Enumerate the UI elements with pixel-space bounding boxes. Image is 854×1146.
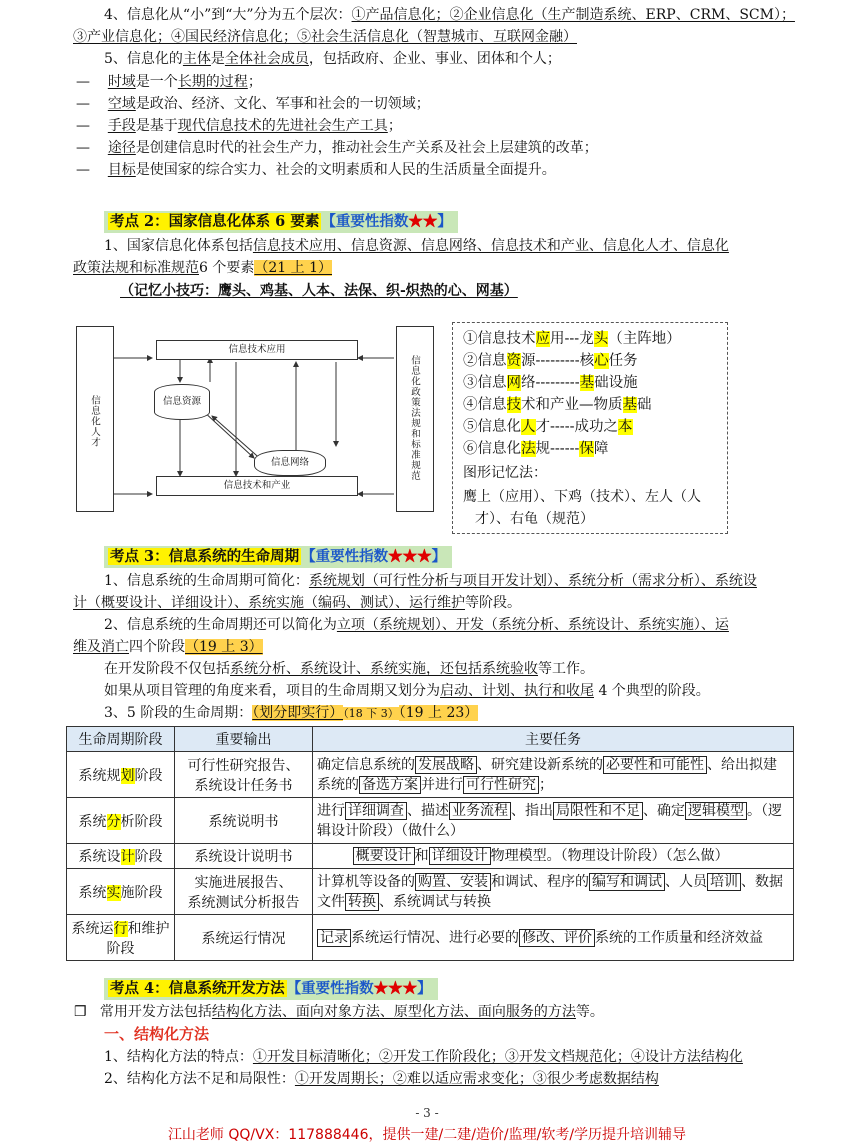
k3-p2-cont: 维及消亡四个阶段（19 上 3）: [73, 639, 263, 655]
memo-row-2: ②信息资源---------核心任务: [463, 353, 638, 369]
layer-line-cont: ③产业信息化；④国民经济信息化；⑤社会生活信息化（智慧城市、互联网金融）: [73, 29, 577, 45]
col-output: 重要输出: [175, 727, 313, 752]
section-heading-k3: 考点 3：信息系统的生命周期 【重要性指数★★★】: [104, 546, 452, 568]
table-row: [67, 869, 794, 915]
output-cell: 系统运行情况: [175, 915, 313, 961]
memo-row-1: ①信息技术应用---龙头（主阵地）: [463, 331, 681, 347]
goal-line: — 目标是使国家的综合实力、社会的文明素质和人民的生活质量全面提升。: [76, 162, 556, 178]
k4-p3: 2、结构化方法不足和局限性：①开发周期长；②难以适应需求变化；③很少考虑数据结构: [104, 1071, 659, 1087]
table-row: [67, 844, 794, 869]
means-line: — 手段是基于现代信息技术的先进社会生产工具；: [76, 118, 402, 134]
talent-box: 信息化人才: [76, 326, 114, 512]
table-row: [67, 798, 794, 844]
task-cell: 进行 详细调查 、描述 业务流程 、指出 局限性和不足 、确定 逻辑模型 。（逻辑设计阶段）（做什么）: [313, 798, 794, 844]
memo-row-6: ⑥信息化法规------保障: [463, 441, 609, 457]
table-row: [67, 915, 794, 961]
approach-line: — 途径是创建信息时代的社会生产力，推动社会生产关系及社会上层建筑的改革；: [76, 140, 598, 156]
k3-p1-cont: 计（概要设计、详细设计）、系统实施（编码、测试）、运行维护等阶段。: [73, 595, 521, 611]
output-cell: 系统设计说明书: [175, 844, 313, 869]
output-cell: 实施进展报告、 系统测试分析报告: [175, 869, 313, 915]
memo-figure-line2: 才）、右龟（规范）: [475, 511, 594, 527]
task-cell: 概要设计 和 详细设计 物理模型。（物理设计阶段）（怎么做）: [313, 844, 794, 869]
k3-p1: 1、信息系统的生命周期可简化：系统规划（可行性分析与项目开发计划）、系统分析（需求分析）、系统设: [104, 573, 757, 589]
time-domain-line: — 时域是一个长期的过程；: [76, 74, 262, 90]
k2-paragraph-cont: 政策法规和标准规范6 个要素（21 上 1）: [73, 260, 332, 276]
memo-figure-label: 图形记忆法：: [463, 465, 547, 481]
tech-industry-box: 信息技术和产业: [156, 476, 358, 496]
stage-cell: 系统运行和维护阶段: [67, 915, 175, 961]
table-header-row: [67, 727, 794, 752]
memo-row-3: ③信息网络---------基础设施: [463, 375, 638, 391]
info-resource-cylinder: 信息资源: [154, 384, 210, 420]
stage-cell: 系统分析阶段: [67, 798, 175, 844]
space-domain-line: — 空域是政治、经济、文化、军事和社会的一切领域；: [76, 96, 430, 112]
k3-p3: 在开发阶段不仅包括系统分析、系统设计、系统实施，还包括系统验收等工作。: [104, 661, 594, 677]
info-system-diagram: [76, 318, 432, 516]
task-cell: 计算机等设备的 购置、安装 和调试、程序的 编写和调试 、人员 培训 、数据文件 转换 、系统调试与转换: [313, 869, 794, 915]
stage-cell: 系统实施阶段: [67, 869, 175, 915]
output-cell: 可行性研究报告、 系统设计任务书: [175, 752, 313, 798]
memory-tip: （记忆小技巧：鹰头、鸡基、人本、法保、织-炽热的心、网基）: [120, 283, 518, 299]
lifecycle-table: [66, 726, 794, 961]
output-cell: 系统说明书: [175, 798, 313, 844]
col-tasks: 主要任务: [313, 727, 794, 752]
footer-ad: 江山老师 QQ/VX：117888446，提供一建/二建/造价/监理/软考/学历提升培训辅导: [167, 1127, 687, 1143]
k4-p2: 1、结构化方法的特点：①开发目标清晰化；②开发工作阶段化；③开发文档规范化；④设计方法结构化: [104, 1049, 743, 1065]
section-heading-k2: 考点 2：国家信息化体系 6 要素 【重要性指数★★】: [104, 211, 458, 233]
table-row: [67, 752, 794, 798]
stage-cell: 系统规划阶段: [67, 752, 175, 798]
tech-application-box: 信息技术应用: [156, 340, 358, 360]
k3-p4: 如果从项目管理的角度来看，项目的生命周期又划分为启动、计划、执行和收尾 4 个典型的阶段。: [104, 683, 710, 699]
checkbox-bullet-icon: ❒: [74, 1004, 87, 1020]
k3-p5: 3、5 阶段的生命周期：（划分即实行）（18 下 3）（19 上 23）: [104, 705, 479, 721]
subject-line: 5、信息化的主体是全体社会成员，包括政府、企业、事业、团体和个人；: [104, 51, 561, 67]
k4-p1: ❒ 常用开发方法包括结构化方法、面向对象方法、原型化方法、面向服务的方法等。: [74, 1004, 604, 1020]
page-number: - 3 -: [415, 1106, 439, 1120]
memo-row-4: ④信息技术和产业—物质基础: [463, 397, 652, 413]
layer-line: 4、信息化从“小”到“大”分为五个层次：①产品信息化；②企业信息化（生产制造系统、ERP、CRM、SCM）；: [104, 7, 795, 23]
structured-method-heading: 一、结构化方法: [104, 1025, 210, 1043]
policy-box: 信息化政策法规和标准规范: [396, 326, 434, 512]
task-cell: 记录 系统运行情况、进行必要的 修改、评价 系统的工作质量和经济效益: [313, 915, 794, 961]
info-network-cloud: 信息网络: [254, 450, 326, 476]
memo-row-5: ⑤信息化人才-----成功之本: [463, 419, 633, 435]
section-heading-k4: 考点 4：信息系统开发方法 【重要性指数★★★】: [104, 978, 438, 1000]
k2-paragraph: 1、国家信息化体系包括信息技术应用、信息资源、信息网络、信息技术和产业、信息化人才、信息化: [104, 238, 729, 254]
memory-box: [452, 322, 728, 534]
stage-cell: 系统设计阶段: [67, 844, 175, 869]
memo-figure-line1: 鹰上（应用）、下鸡（技术）、左人（人: [463, 489, 701, 505]
col-stage: 生命周期阶段: [67, 727, 175, 752]
task-cell: 确定信息系统的 发展战略 、研究建设新系统的 必要性和可能性 、给出拟建系统的 备选方案 并进行 可行性研究 ；: [313, 752, 794, 798]
k3-p2: 2、信息系统的生命周期还可以简化为立项（系统规划）、开发（系统分析、系统设计、系统实施）、运: [104, 617, 729, 633]
